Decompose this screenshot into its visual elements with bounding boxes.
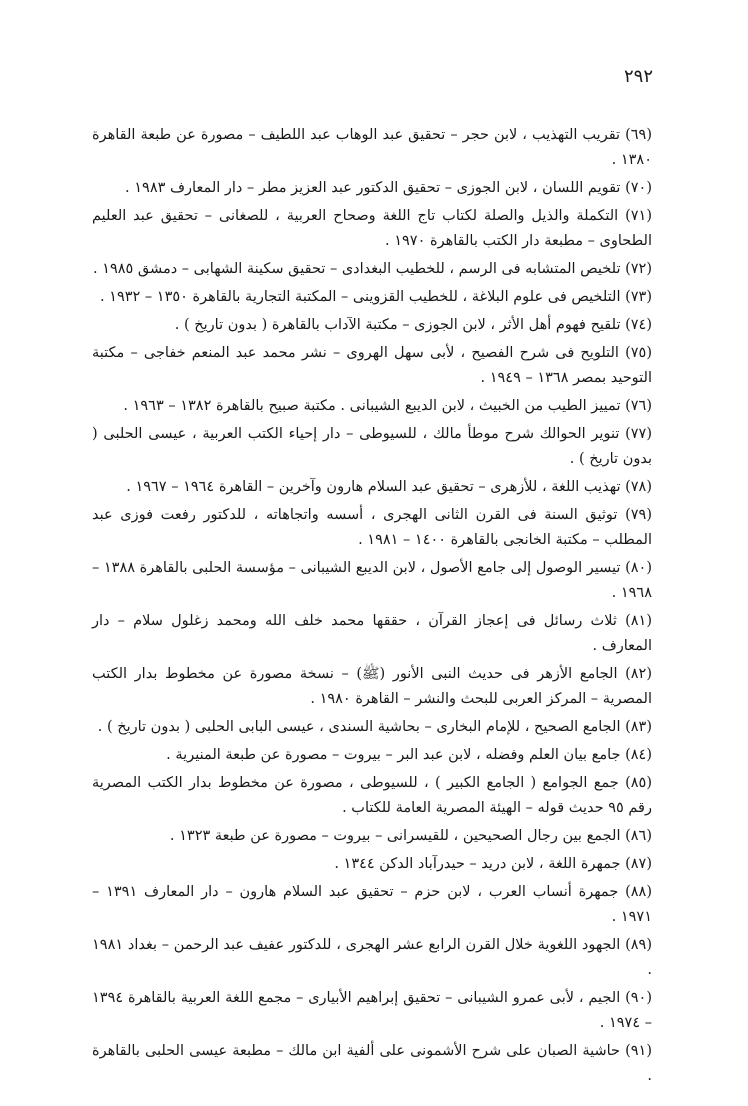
bibliography-entry: (٩٠) الجيم ، لأبى عمرو الشيبانى – تحقيق إبراهيم الأبيارى – مجمع اللغة العربية بالقاهرة ١٣٩٤ – ١٩٧٤ . (92, 990, 652, 1031)
bibliography-entry: (٨٠) تيسير الوصول إلى جامع الأصول ، لابن الديبع الشيبانى – مؤسسة الحلبى بالقاهرة ١٣٨٨ – ١٩٦٨ . (92, 560, 653, 601)
bibliography-entry: (٦٩) تقريب التهذيب ، لابن حجر – تحقيق عبد الوهاب عبد اللطيف – مصورة عن طبعة القاهرة ١٣٨٠ . (92, 127, 652, 168)
bibliography-entry: (٧٠) تقويم اللسان ، لابن الجوزى – تحقيق الدكتور عبد العزيز مطر – دار المعارف ١٩٨٣ . (125, 180, 652, 196)
bibliography-entry: (٧٩) توثيق السنة فى القرن الثانى الهجرى ، أسسه واتجاهاته ، للدكتور رفعت فوزى عبد المطلب – مكتبة الخانجى بالقاهرة ١٤٠٠ – ١٩٨١ . (92, 507, 652, 548)
bibliography-entry: (٨٨) جمهرة أنساب العرب ، لابن حزم – تحقيق عبد السلام هارون – دار المعارف ١٣٩١ – ١٩٧١ . (92, 884, 653, 925)
bibliography-entry: (٨٣) الجامع الصحيح ، للإمام البخارى – بحاشية السندى ، عيسى البابى الحلبى ( بدون تاريخ ) . (97, 719, 652, 735)
bibliography-list (92, 123, 652, 1092)
bibliography-entry: (٩١) حاشية الصبان على شرح الأشمونى على ألفية ابن مالك – مطبعة عيسى الحلبى بالقاهرة . (92, 1043, 652, 1084)
page-number: ٢٩٢ (623, 66, 653, 87)
bibliography-entry: (٧٦) تمييز الطيب من الخبيث ، لابن الديبع الشيبانى . مكتبة صبيح بالقاهرة ١٣٨٢ – ١٩٦٣ . (123, 398, 652, 414)
bibliography-entry: (٨٧) جمهرة اللغة ، لابن دريد – حيدرآباد الدكن ١٣٤٤ . (334, 856, 652, 872)
bibliography-entry: (٨٤) جامع بيان العلم وفضله ، لابن عبد البر – بيروت – مصورة عن طبعة المنيرية . (166, 747, 652, 763)
bibliography-entry: (٧٢) تلخيص المتشابه فى الرسم ، للخطيب البغدادى – تحقيق سكينة الشهابى – دمشق ١٩٨٥ . (92, 261, 652, 277)
bibliography-entry: (٨٢) الجامع الأزهر فى حديث النبى الأنور (ﷺ) – نسخة مصورة عن مخطوط بدار الكتب المصرية – المركز العربى للبحث والنشر – القاهرة ١٩٨٠ . (92, 666, 652, 707)
bibliography-entry: (٨٦) الجمع بين رجال الصحيحين ، للقيسرانى – بيروت – مصورة عن طبعة ١٣٢٣ . (169, 828, 652, 844)
bibliography-entry: (٧١) التكملة والذيل والصلة لكتاب تاج اللغة وصحاح العربية ، للصغانى – تحقيق عبد العليم الطحاوى – مطبعة دار الكتب بالقاهرة ١٩٧٠ . (92, 208, 652, 249)
bibliography-entry: (٧٤) تلقيح فهوم أهل الأثر ، لابن الجوزى – مكتبة الآداب بالقاهرة ( بدون تاريخ ) . (174, 317, 652, 333)
bibliography-entry: (٧٨) تهذيب اللغة ، للأزهرى – تحقيق عبد السلام هارون وآخرين – القاهرة ١٩٦٤ – ١٩٦٧ . (126, 479, 652, 495)
bibliography-entry: (٧٥) التلويح فى شرح الفصيح ، لأبى سهل الهروى – نشر محمد عبد المنعم خفاجى – مكتبة التوحيد بمصر ١٣٦٨ – ١٩٤٩ . (92, 345, 652, 386)
bibliography-entry: (٨٩) الجهود اللغوية خلال القرن الرابع عشر الهجرى ، للدكتور عفيف عبد الرحمن – بغداد ١٩٨١ . (92, 937, 652, 978)
bibliography-entry: (٧٧) تنوير الحوالك شرح موطأ مالك ، للسيوطى – دار إحياء الكتب العربية ، عيسى الحلبى ( بدون تاريخ ) . (92, 426, 652, 467)
bibliography-entry: (٨١) ثلاث رسائل فى إعجاز القرآن ، حققها محمد خلف الله ومحمد زغلول سلام – دار المعارف . (92, 613, 652, 654)
bibliography-entry: (٨٥) جمع الجوامع ( الجامع الكبير ) ، للسيوطى ، مصورة عن مخطوط بدار الكتب المصرية رقم ٩٥ حديث قوله – الهيئة المصرية العامة للكتاب . (92, 775, 652, 816)
bibliography-entry: (٧٣) التلخيص فى علوم البلاغة ، للخطيب القزوينى – المكتبة التجارية بالقاهرة ١٣٥٠ – ١٩٣٢ . (99, 289, 652, 305)
